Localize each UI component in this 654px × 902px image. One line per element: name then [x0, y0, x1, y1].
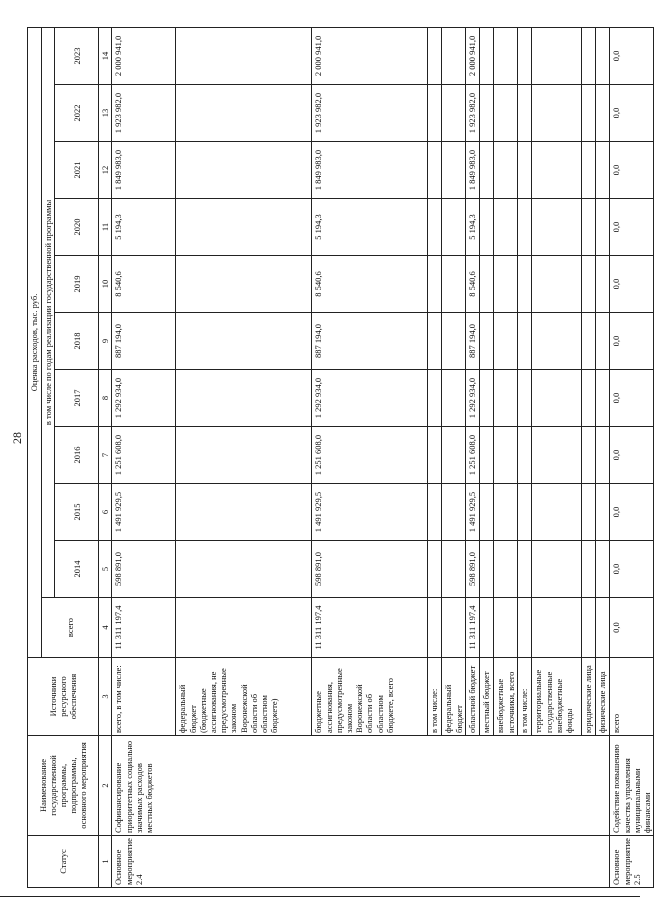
value-cell: 1 251 608,0	[466, 427, 480, 484]
value-cell: 0,0	[610, 598, 654, 658]
value-cell: 8 540,6	[112, 256, 176, 313]
header-year: 2016	[55, 427, 99, 484]
value-cell: 5 194,3	[466, 199, 480, 256]
value-cell: 1 923 982,0	[112, 85, 176, 142]
value-cell: 5 194,3	[312, 199, 428, 256]
value-cell	[582, 370, 596, 427]
value-cell	[428, 256, 442, 313]
footer-rule	[0, 896, 640, 897]
value-cell: 0,0	[610, 313, 654, 370]
value-cell	[582, 427, 596, 484]
header-year: 2014	[55, 541, 99, 598]
value-cell	[480, 541, 494, 598]
column-number: 1	[99, 836, 112, 888]
column-number: 7	[99, 427, 112, 484]
value-cell: 1 849 983,0	[466, 142, 480, 199]
value-cell	[518, 256, 532, 313]
column-number: 8	[99, 370, 112, 427]
value-cell	[176, 27, 312, 84]
table-row	[112, 27, 176, 887]
value-cell: 5 194,3	[112, 199, 176, 256]
value-cell	[494, 598, 518, 658]
value-cell: 11 311 197,4	[312, 598, 428, 658]
value-cell	[176, 142, 312, 199]
value-cell: 1 292 934,0	[112, 370, 176, 427]
value-cell	[442, 370, 466, 427]
value-cell	[518, 370, 532, 427]
value-cell	[428, 142, 442, 199]
value-cell	[176, 370, 312, 427]
column-number: 14	[99, 27, 112, 84]
column-numbers-row	[99, 27, 112, 887]
value-cell	[532, 427, 582, 484]
column-number: 2	[99, 736, 112, 836]
value-cell	[442, 313, 466, 370]
measure-name: Софинансирование приоритетных социально значимых расходов местных бюджетов	[112, 736, 610, 836]
header-sources: Источники ресурсного обеспечения	[28, 658, 99, 736]
header-year: 2015	[55, 484, 99, 541]
header-total: всего	[42, 598, 99, 658]
value-cell	[582, 313, 596, 370]
funding-source: федеральный бюджет	[442, 658, 466, 736]
value-cell	[442, 142, 466, 199]
value-cell: 8 540,6	[466, 256, 480, 313]
header-year: 2023	[55, 27, 99, 84]
value-cell	[532, 541, 582, 598]
value-cell	[532, 142, 582, 199]
value-cell: 2 000 941,0	[466, 27, 480, 84]
header-year: 2020	[55, 199, 99, 256]
value-cell	[480, 598, 494, 658]
value-cell	[596, 199, 610, 256]
value-cell: 2 000 941,0	[112, 27, 176, 84]
header-row-1	[28, 27, 42, 887]
column-number: 6	[99, 484, 112, 541]
value-cell: 1 923 982,0	[466, 85, 480, 142]
value-cell	[480, 313, 494, 370]
value-cell	[494, 27, 518, 84]
value-cell	[428, 427, 442, 484]
funding-source: юридические лица	[582, 658, 596, 736]
value-cell: 1 923 982,0	[312, 85, 428, 142]
value-cell	[480, 427, 494, 484]
value-cell: 0,0	[610, 427, 654, 484]
value-cell	[442, 27, 466, 84]
header-year: 2022	[55, 85, 99, 142]
value-cell	[442, 85, 466, 142]
column-number: 3	[99, 658, 112, 736]
value-cell	[596, 142, 610, 199]
value-cell	[596, 598, 610, 658]
value-cell: 887 194,0	[466, 313, 480, 370]
value-cell	[442, 598, 466, 658]
value-cell: 598 891,0	[466, 541, 480, 598]
value-cell	[480, 484, 494, 541]
value-cell	[480, 199, 494, 256]
budget-table-rotated	[27, 28, 652, 888]
value-cell	[428, 199, 442, 256]
value-cell	[596, 256, 610, 313]
header-year: 2019	[55, 256, 99, 313]
funding-source: областной бюджет	[466, 658, 480, 736]
value-cell	[582, 484, 596, 541]
value-cell	[494, 199, 518, 256]
value-cell	[428, 313, 442, 370]
value-cell	[518, 313, 532, 370]
value-cell	[596, 484, 610, 541]
measure-name: Содействие повышению качества управления муниципальными финансами	[610, 736, 654, 836]
funding-source: в том числе:	[428, 658, 442, 736]
value-cell: 0,0	[610, 541, 654, 598]
value-cell	[494, 370, 518, 427]
value-cell	[532, 27, 582, 84]
value-cell	[582, 85, 596, 142]
column-number: 4	[99, 598, 112, 658]
header-year: 2021	[55, 142, 99, 199]
value-cell	[532, 370, 582, 427]
value-cell	[442, 484, 466, 541]
value-cell	[480, 256, 494, 313]
value-cell	[532, 484, 582, 541]
value-cell	[428, 85, 442, 142]
value-cell	[494, 541, 518, 598]
value-cell: 0,0	[610, 484, 654, 541]
value-cell: 1 251 608,0	[112, 427, 176, 484]
value-cell	[480, 85, 494, 142]
value-cell	[596, 27, 610, 84]
value-cell: 0,0	[610, 199, 654, 256]
header-by-years: в том числе по годам реализации государственной программы	[42, 27, 55, 597]
value-cell: 0,0	[610, 85, 654, 142]
column-number: 13	[99, 85, 112, 142]
value-cell: 1 849 983,0	[112, 142, 176, 199]
column-number: 10	[99, 256, 112, 313]
column-number: 11	[99, 199, 112, 256]
header-estimate: Оценка расходов, тыс. руб.	[28, 27, 42, 657]
value-cell: 1 292 934,0	[466, 370, 480, 427]
value-cell	[442, 256, 466, 313]
funding-source: всего, в том числе:	[112, 658, 176, 736]
value-cell: 887 194,0	[312, 313, 428, 370]
value-cell	[582, 541, 596, 598]
value-cell	[442, 541, 466, 598]
budget-table	[27, 27, 654, 888]
value-cell: 1 849 983,0	[312, 142, 428, 199]
value-cell	[494, 85, 518, 142]
value-cell	[518, 27, 532, 84]
value-cell: 1 292 934,0	[312, 370, 428, 427]
value-cell	[532, 313, 582, 370]
value-cell	[176, 313, 312, 370]
table-row	[610, 27, 654, 887]
value-cell	[494, 484, 518, 541]
value-cell	[596, 313, 610, 370]
value-cell	[480, 370, 494, 427]
value-cell: 1 251 608,0	[312, 427, 428, 484]
value-cell	[480, 142, 494, 199]
value-cell	[176, 85, 312, 142]
funding-source: территориальные государственные внебюджетные фонды	[532, 658, 582, 736]
value-cell: 8 540,6	[312, 256, 428, 313]
funding-source: физические лица	[596, 658, 610, 736]
value-cell	[596, 427, 610, 484]
value-cell: 0,0	[610, 27, 654, 84]
value-cell	[518, 142, 532, 199]
value-cell	[428, 598, 442, 658]
value-cell: 11 311 197,4	[112, 598, 176, 658]
value-cell	[442, 199, 466, 256]
value-cell	[518, 598, 532, 658]
value-cell: 887 194,0	[112, 313, 176, 370]
value-cell	[176, 199, 312, 256]
header-year: 2017	[55, 370, 99, 427]
value-cell: 0,0	[610, 256, 654, 313]
value-cell	[518, 541, 532, 598]
value-cell	[176, 598, 312, 658]
column-number: 9	[99, 313, 112, 370]
value-cell	[494, 313, 518, 370]
value-cell: 0,0	[610, 370, 654, 427]
value-cell: 1 491 929,5	[112, 484, 176, 541]
value-cell	[494, 256, 518, 313]
value-cell	[176, 427, 312, 484]
value-cell	[518, 199, 532, 256]
value-cell	[582, 598, 596, 658]
value-cell	[582, 142, 596, 199]
value-cell	[532, 85, 582, 142]
value-cell	[494, 142, 518, 199]
value-cell	[532, 256, 582, 313]
value-cell	[494, 427, 518, 484]
value-cell: 1 491 929,5	[466, 484, 480, 541]
value-cell	[582, 27, 596, 84]
measure-status: Основное мероприятие 2.5	[610, 836, 654, 888]
value-cell	[596, 85, 610, 142]
value-cell	[518, 484, 532, 541]
value-cell: 2 000 941,0	[312, 27, 428, 84]
value-cell	[428, 27, 442, 84]
measure-status: Основное мероприятие 2.4	[112, 836, 610, 888]
funding-source: всего	[610, 658, 654, 736]
funding-source: внебюджетные источники, всего	[494, 658, 518, 736]
value-cell: 1 491 929,5	[312, 484, 428, 541]
value-cell	[442, 427, 466, 484]
value-cell	[428, 541, 442, 598]
value-cell	[176, 541, 312, 598]
value-cell	[532, 199, 582, 256]
value-cell	[518, 85, 532, 142]
value-cell	[596, 370, 610, 427]
value-cell	[428, 370, 442, 427]
value-cell: 11 311 197,4	[466, 598, 480, 658]
value-cell	[428, 484, 442, 541]
value-cell	[518, 427, 532, 484]
funding-source: федеральный бюджет (бюджетные ассигнования, не предусмотренные законом Воронежской области об областном бюджете)	[176, 658, 312, 736]
funding-source: местный бюджет	[480, 658, 494, 736]
table-body	[28, 27, 654, 887]
value-cell	[596, 541, 610, 598]
value-cell	[480, 27, 494, 84]
header-program: Наименование государственной программы, подпрограммы, основного мероприятия	[28, 736, 99, 836]
value-cell: 598 891,0	[312, 541, 428, 598]
value-cell: 598 891,0	[112, 541, 176, 598]
page-number: 28	[10, 432, 24, 444]
funding-source: бюджетные ассигнования, предусмотренные законом Воронежской области об областном бюджете, всего	[312, 658, 428, 736]
header-status: Статус	[28, 836, 99, 888]
value-cell: 0,0	[610, 142, 654, 199]
header-year: 2018	[55, 313, 99, 370]
value-cell	[582, 256, 596, 313]
value-cell	[532, 598, 582, 658]
funding-source: в том числе:	[518, 658, 532, 736]
value-cell	[176, 256, 312, 313]
value-cell	[176, 484, 312, 541]
value-cell	[582, 199, 596, 256]
column-number: 5	[99, 541, 112, 598]
column-number: 12	[99, 142, 112, 199]
